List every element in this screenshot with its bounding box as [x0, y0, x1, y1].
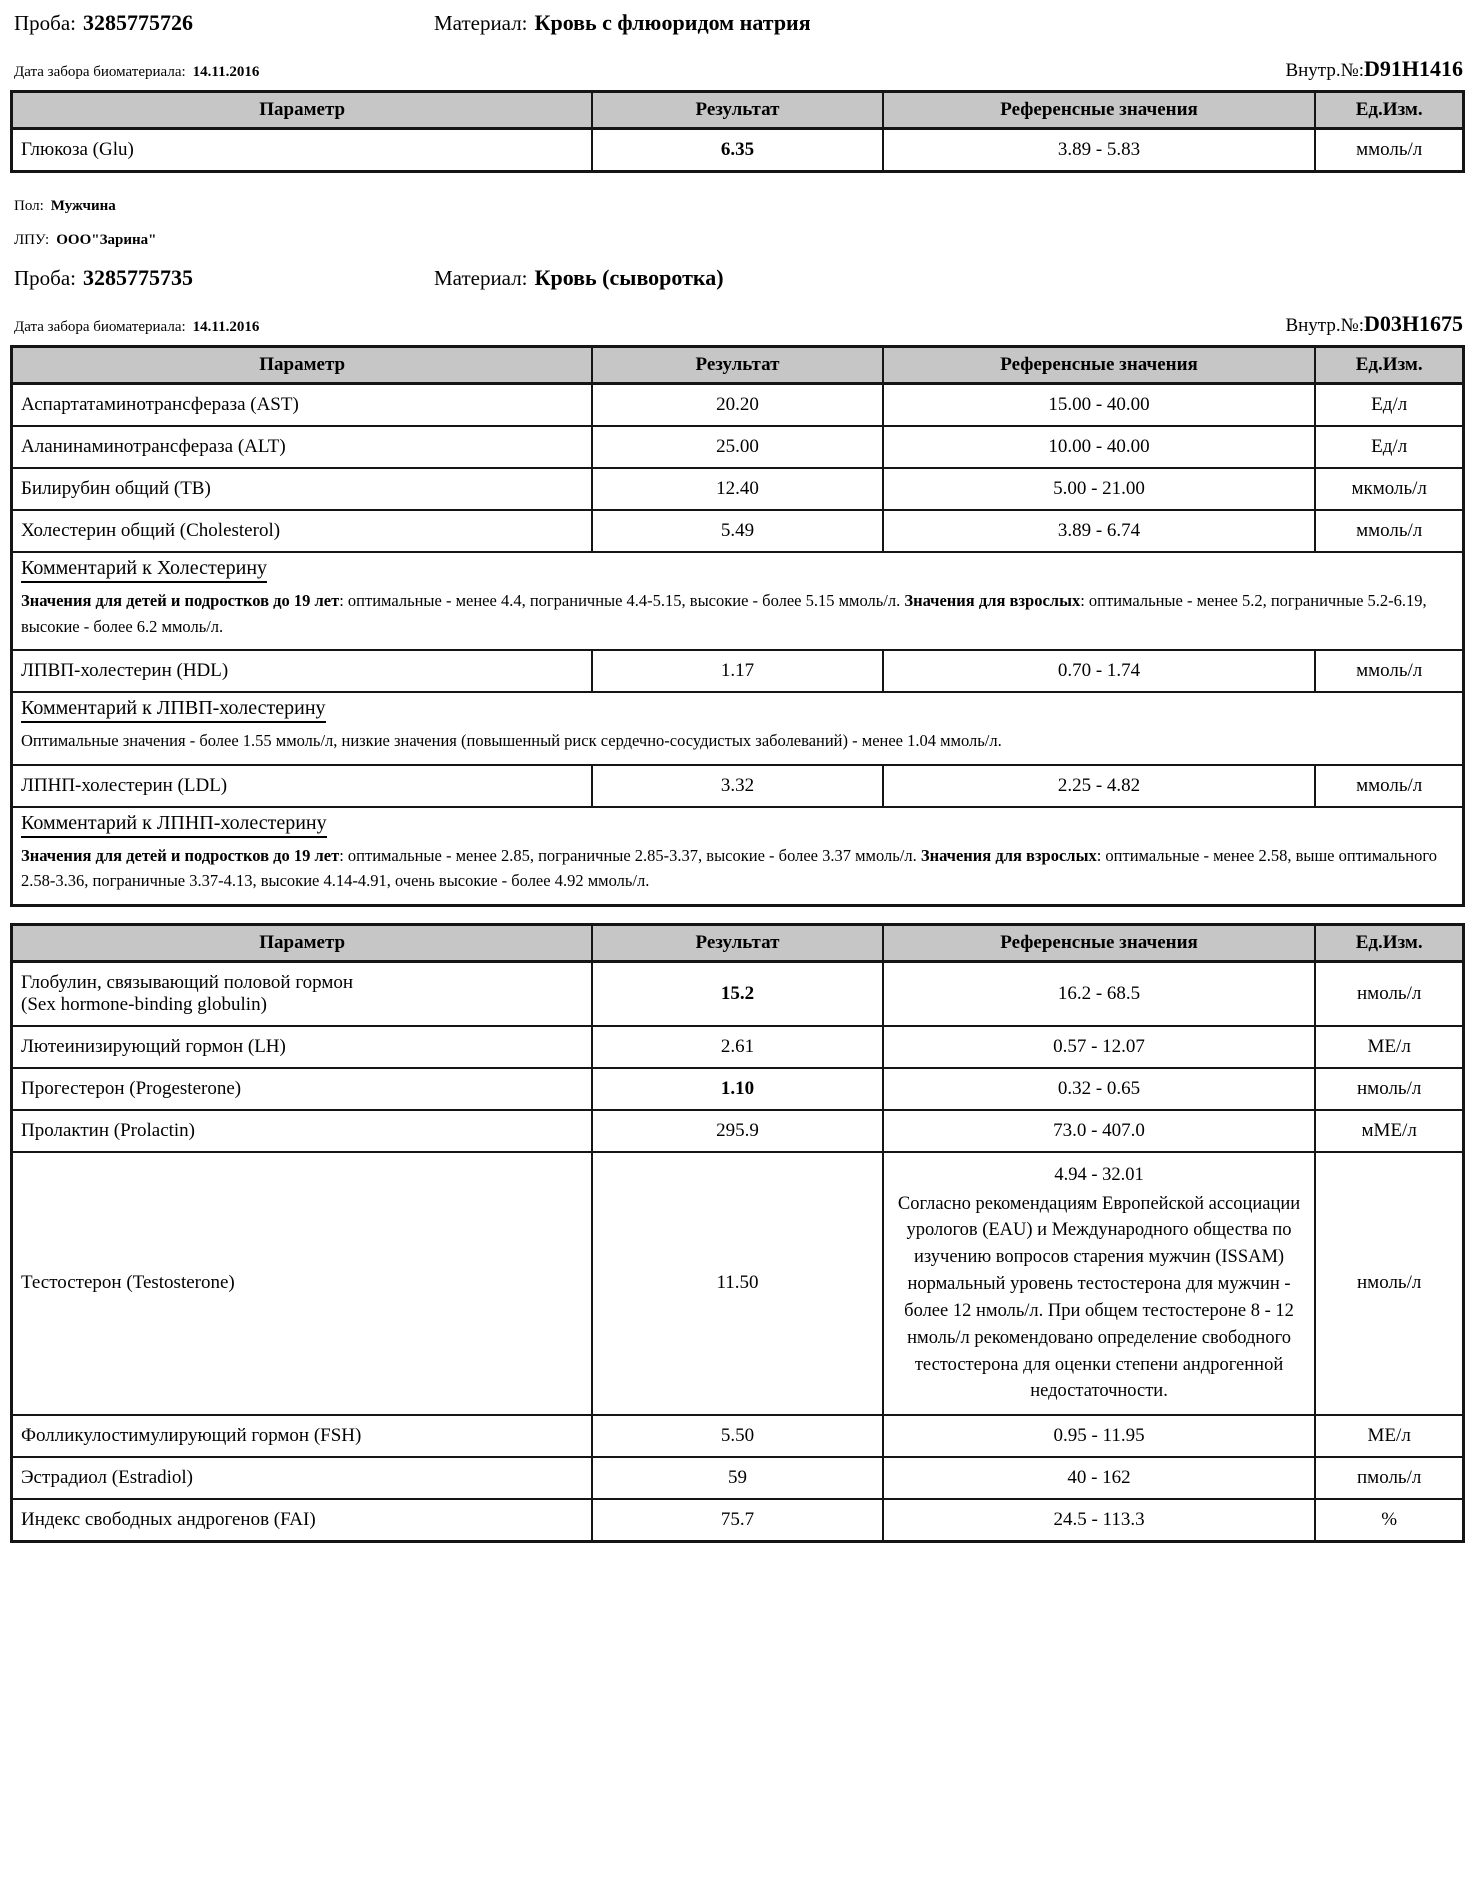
lpu-label: ЛПУ: [14, 232, 50, 248]
sample-number-2 [14, 265, 434, 291]
proba-label: Проба: [14, 11, 77, 35]
comment-title: Комментарий к ЛПНП-холестерину [21, 812, 327, 838]
unit-cell: % [1315, 1499, 1463, 1542]
table-header-row [12, 924, 1464, 961]
result-cell: 6.35 [592, 129, 882, 172]
unit-cell: ммоль/л [1315, 650, 1463, 692]
col-header-reference: Референсные значения [883, 92, 1316, 129]
result-cell: 1.17 [592, 650, 882, 692]
comment-bold-text: Значения для взрослых [904, 591, 1081, 610]
col-header-result: Результат [592, 347, 882, 384]
reference-cell: 15.00 - 40.00 [883, 384, 1316, 427]
unit-cell: мкмоль/л [1315, 468, 1463, 510]
results-table-biochemistry [10, 345, 1465, 907]
comment-cell [12, 807, 1464, 906]
result-cell: 75.7 [592, 1499, 882, 1542]
unit-cell: пмоль/л [1315, 1457, 1463, 1499]
date-label: Дата забора биоматериала: [14, 319, 186, 335]
section2-meta [14, 311, 1463, 337]
comment-row-cholesterol [12, 552, 1464, 650]
parameter-cell: Глюкоза (Glu) [12, 129, 593, 172]
unit-cell: Ед/л [1315, 426, 1463, 468]
unit-cell: нмоль/л [1315, 1152, 1463, 1415]
table-header-row [12, 347, 1464, 384]
reference-cell: 10.00 - 40.00 [883, 426, 1316, 468]
result-cell: 295.9 [592, 1110, 882, 1152]
parameter-line-2: (Sex hormone-binding globulin) [21, 993, 267, 1015]
reference-cell: 0.70 - 1.74 [883, 650, 1316, 692]
result-cell: 12.40 [592, 468, 882, 510]
comment-cell [12, 552, 1464, 650]
reference-cell: 16.2 - 68.5 [883, 961, 1316, 1026]
comment-body [21, 588, 1454, 639]
table-row [12, 765, 1464, 807]
section1-meta [14, 56, 1463, 82]
comment-body [21, 843, 1454, 894]
reference-cell: 0.95 - 11.95 [883, 1415, 1316, 1457]
reference-cell: 3.89 - 5.83 [883, 129, 1316, 172]
table-row [12, 1499, 1464, 1542]
date-value: 14.11.2016 [192, 319, 260, 335]
internal-number-1 [1285, 56, 1463, 82]
internal-label: Внутр.№: [1285, 60, 1364, 81]
results-table-glucose [10, 90, 1465, 173]
comment-text: : оптимальные - менее 5.2, пограничные 5.2-6.19, высокие - более 6.2 ммоль/л. [21, 591, 1427, 636]
col-header-unit: Ед.Изм. [1315, 347, 1463, 384]
patient-lpu-line [14, 231, 1465, 249]
comment-row-ldl [12, 807, 1464, 906]
reference-cell: 2.25 - 4.82 [883, 765, 1316, 807]
internal-number-2 [1285, 311, 1463, 337]
unit-cell: нмоль/л [1315, 1068, 1463, 1110]
material-value: Кровь (сыворотка) [534, 265, 724, 290]
unit-cell: ммоль/л [1315, 765, 1463, 807]
col-header-result: Результат [592, 924, 882, 961]
comment-body [21, 728, 1454, 754]
parameter-cell: Холестерин общий (Cholesterol) [12, 510, 593, 552]
parameter-line-1: Глобулин, связывающий половой гормон [21, 971, 354, 993]
collection-date-2 [14, 318, 259, 336]
comment-bold-text: Значения для детей и подростков до 19 лет [21, 591, 340, 610]
parameter-cell: Эстрадиол (Estradiol) [12, 1457, 593, 1499]
parameter-cell: ЛПВП-холестерин (HDL) [12, 650, 593, 692]
material-1 [434, 10, 811, 36]
internal-label: Внутр.№: [1285, 315, 1364, 336]
table-row [12, 650, 1464, 692]
comment-title: Комментарий к ЛПВП-холестерину [21, 697, 326, 723]
comment-cell [12, 692, 1464, 765]
parameter-cell: ЛПНП-холестерин (LDL) [12, 765, 593, 807]
sample-number-1 [14, 10, 434, 36]
proba-value: 3285775735 [83, 265, 194, 290]
comment-text: : оптимальные - менее 2.85, пограничные 2.85-3.37, высокие - более 3.37 ммоль/л. [339, 845, 921, 865]
parameter-cell: Аланинаминотрансфераза (ALT) [12, 426, 593, 468]
reference-range: 4.94 - 32.01 [1054, 1164, 1144, 1185]
table-row [12, 129, 1464, 172]
unit-cell: МЕ/л [1315, 1415, 1463, 1457]
unit-cell: ммоль/л [1315, 129, 1463, 172]
parameter-cell: Фолликулостимулирующий гормон (FSH) [12, 1415, 593, 1457]
material-2 [434, 265, 724, 291]
date-value: 14.11.2016 [192, 64, 260, 80]
reference-cell: 40 - 162 [883, 1457, 1316, 1499]
table-header-row [12, 92, 1464, 129]
reference-cell [883, 1152, 1316, 1415]
table-row [12, 1415, 1464, 1457]
section2-header [14, 265, 1465, 291]
comment-bold-text: Значения для взрослых [920, 845, 1097, 865]
col-header-result: Результат [592, 92, 882, 129]
table-row [12, 961, 1464, 1026]
table-row [12, 1026, 1464, 1068]
result-cell: 25.00 [592, 426, 882, 468]
unit-cell: ммоль/л [1315, 510, 1463, 552]
comment-bold-text: Значения для детей и подростков до 19 лет [21, 845, 340, 865]
comment-text: : оптимальные - менее 2.58, выше оптимального 2.58-3.36, пограничные 3.37-4.13, высокие 4.14-4.91, очень высокие - более 4.92 ммоль/л. [21, 845, 1437, 891]
result-cell: 1.10 [592, 1068, 882, 1110]
table-row-testosterone [12, 1152, 1464, 1415]
parameter-cell: Лютеинизирующий гормон (LH) [12, 1026, 593, 1068]
reference-cell: 3.89 - 6.74 [883, 510, 1316, 552]
table-row [12, 1068, 1464, 1110]
sex-label: Пол: [14, 198, 44, 214]
sex-value: Мужчина [50, 198, 116, 214]
section1-header [14, 10, 1465, 36]
parameter-cell: Аспартатаминотрансфераза (AST) [12, 384, 593, 427]
reference-multiline [890, 1162, 1309, 1405]
internal-value: D91H1416 [1364, 56, 1463, 81]
result-cell: 5.50 [592, 1415, 882, 1457]
result-cell: 15.2 [592, 961, 882, 1026]
col-header-reference: Референсные значения [883, 347, 1316, 384]
proba-value: 3285775726 [83, 10, 194, 35]
parameter-cell: Тестостерон (Testosterone) [12, 1152, 593, 1415]
parameter-cell: Прогестерон (Progesterone) [12, 1068, 593, 1110]
parameter-cell [12, 961, 593, 1026]
col-header-parameter: Параметр [12, 92, 593, 129]
reference-cell: 73.0 - 407.0 [883, 1110, 1316, 1152]
material-label: Материал: [434, 266, 528, 290]
unit-cell: нмоль/л [1315, 961, 1463, 1026]
parameter-cell: Пролактин (Prolactin) [12, 1110, 593, 1152]
comment-text: : оптимальные - менее 4.4, пограничные 4.4-5.15, высокие - более 5.15 ммоль/л. [339, 591, 905, 610]
unit-cell: МЕ/л [1315, 1026, 1463, 1068]
material-value: Кровь с флюоридом натрия [534, 10, 811, 35]
result-cell: 5.49 [592, 510, 882, 552]
table-row [12, 384, 1464, 427]
table-row [12, 1110, 1464, 1152]
parameter-cell: Билирубин общий (TB) [12, 468, 593, 510]
table-row [12, 1457, 1464, 1499]
comment-text: Оптимальные значения - более 1.55 ммоль/л, низкие значения (повышенный риск сердечно-сосудистых заболеваний) - менее 1.04 ммоль/л. [21, 731, 1002, 751]
proba-label: Проба: [14, 266, 77, 290]
col-header-unit: Ед.Изм. [1315, 92, 1463, 129]
col-header-reference: Референсные значения [883, 924, 1316, 961]
unit-cell: мМЕ/л [1315, 1110, 1463, 1152]
date-label: Дата забора биоматериала: [14, 64, 186, 80]
reference-cell: 0.57 - 12.07 [883, 1026, 1316, 1068]
result-cell: 20.20 [592, 384, 882, 427]
result-cell: 3.32 [592, 765, 882, 807]
lpu-value: ООО"Зарина" [56, 232, 157, 248]
col-header-parameter: Параметр [12, 924, 593, 961]
reference-cell: 5.00 - 21.00 [883, 468, 1316, 510]
comment-row-hdl [12, 692, 1464, 765]
unit-cell: Ед/л [1315, 384, 1463, 427]
result-cell: 11.50 [592, 1152, 882, 1415]
col-header-unit: Ед.Изм. [1315, 924, 1463, 961]
table-row [12, 426, 1464, 468]
result-cell: 2.61 [592, 1026, 882, 1068]
results-table-hormones [10, 923, 1465, 1543]
material-label: Материал: [434, 11, 528, 35]
reference-cell: 0.32 - 0.65 [883, 1068, 1316, 1110]
table-row [12, 468, 1464, 510]
reference-note: Согласно рекомендациям Европейской ассоциации урологов (EAU) и Международного общества по изучению вопросов старения мужчин (ISSAM) нормальный уровень тестостерона для мужчин - более 12 нмоль/л. При общем тестостероне 8 - 12 нмоль/л рекомендовано определение свободного тестостерона для оценки степени андрогенной недостаточности. [897, 1193, 1301, 1402]
table-row [12, 510, 1464, 552]
internal-value: D03H1675 [1364, 311, 1463, 336]
reference-cell: 24.5 - 113.3 [883, 1499, 1316, 1542]
collection-date-1 [14, 63, 259, 81]
result-cell: 59 [592, 1457, 882, 1499]
col-header-parameter: Параметр [12, 347, 593, 384]
parameter-cell: Индекс свободных андрогенов (FAI) [12, 1499, 593, 1542]
comment-title: Комментарий к Холестерину [21, 557, 267, 583]
patient-sex-line [14, 197, 1465, 215]
